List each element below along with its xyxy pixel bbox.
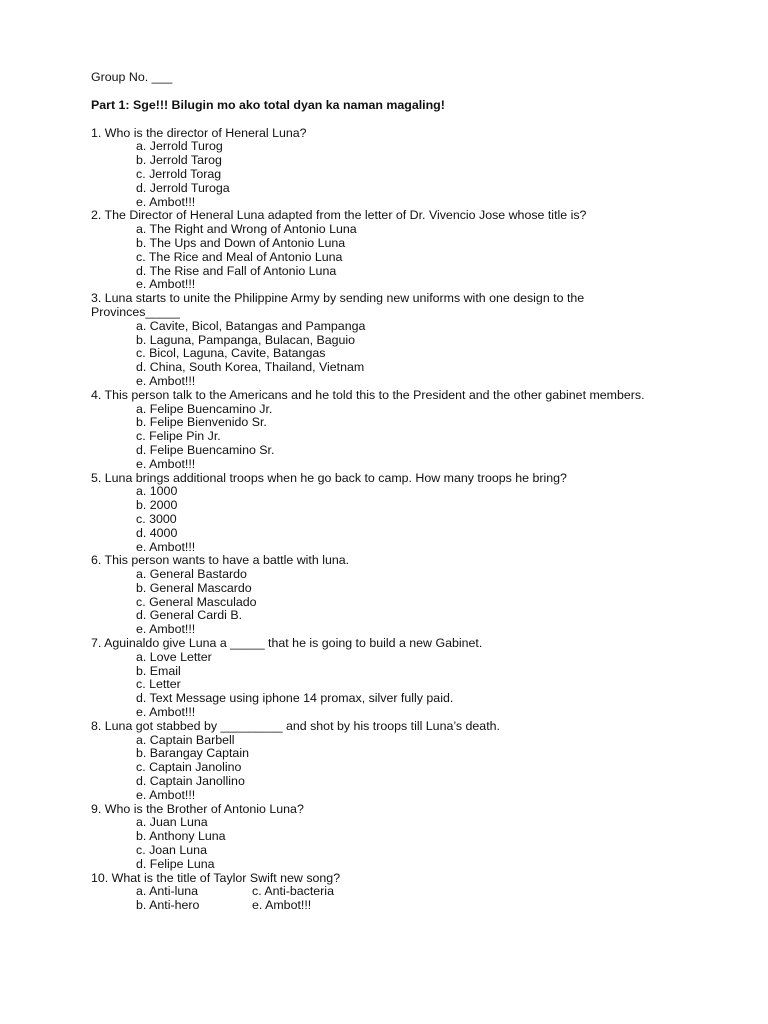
choice: b. Laguna, Pampanga, Bulacan, Baguio	[136, 332, 356, 347]
question-text: 5. Luna brings additional troops when he go back to camp. How many troops he bring?	[91, 470, 567, 485]
choice: b. The Ups and Down of Antonio Luna	[136, 235, 346, 250]
choice: a. 1000	[136, 484, 178, 499]
choice: b. General Mascardo	[136, 580, 252, 595]
choice: a. Love Letter	[136, 649, 212, 664]
question-6	[91, 554, 691, 637]
choice: d. The Rise and Fall of Antonio Luna	[136, 263, 337, 278]
choice: b. Jerrold Tarog	[136, 153, 222, 168]
choice: a. Captain Barbell	[136, 732, 235, 747]
question-text: 9. Who is the Brother of Antonio Luna?	[91, 801, 304, 816]
choice: a. Felipe Buencamino Jr.	[136, 401, 273, 416]
question-5	[91, 472, 691, 555]
question-text: 1. Who is the director of Heneral Luna?	[91, 125, 307, 140]
choice-row	[91, 899, 691, 913]
choice: d. Captain Janollino	[136, 774, 245, 789]
choice: e. Ambot!!!	[136, 456, 196, 471]
choice: d. Felipe Buencamino Sr.	[136, 442, 275, 457]
choice: b. Email	[136, 663, 181, 678]
choice: b. 2000	[136, 498, 178, 513]
choice-row	[91, 885, 691, 899]
choice: c. Bicol, Laguna, Cavite, Batangas	[136, 346, 326, 361]
choice: a. Anti-luna	[136, 884, 198, 899]
question-text: 6. This person wants to have a battle with luna.	[91, 553, 350, 568]
question-10	[91, 872, 691, 913]
choice: e. Ambot!!!	[136, 194, 196, 209]
choice: d. 4000	[136, 525, 178, 540]
choice: e. Ambot!!!	[252, 898, 312, 913]
choice: c. Captain Janolino	[136, 760, 242, 775]
choice: b. Anthony Luna	[136, 829, 226, 844]
choice: e. Ambot!!!	[136, 539, 196, 554]
question-8	[91, 720, 691, 803]
choice: d. Jerrold Turoga	[136, 180, 230, 195]
quiz-document	[91, 71, 691, 913]
choice: c. The Rice and Meal of Antonio Luna	[136, 249, 343, 264]
choice: d. Felipe Luna	[136, 856, 215, 871]
choice: c. 3000	[136, 511, 177, 526]
question-2	[91, 209, 691, 292]
choice: d. Text Message using iphone 14 promax, silver fully paid.	[136, 691, 454, 706]
choice: a. The Right and Wrong of Antonio Luna	[136, 222, 357, 237]
choice: b. Barangay Captain	[136, 746, 249, 761]
choice: c. Joan Luna	[136, 843, 207, 858]
choice: a. General Bastardo	[136, 567, 247, 582]
choice: b. Felipe Bienvenido Sr.	[136, 415, 267, 430]
question-text: 2. The Director of Heneral Luna adapted from the letter of Dr. Vivencio Jose whose title is?	[91, 208, 587, 223]
choice: c. Anti-bacteria	[252, 884, 334, 899]
question-text: 8. Luna got stabbed by _________ and shot by his troops till Luna’s death.	[91, 718, 500, 733]
question-7	[91, 637, 691, 720]
choice: e. Ambot!!!	[136, 622, 196, 637]
question-text: 7. Aguinaldo give Luna a _____ that he is going to build a new Gabinet.	[91, 636, 483, 651]
question-4	[91, 389, 691, 472]
choice: c. Letter	[136, 677, 181, 692]
question-list	[91, 127, 691, 872]
choice: d. General Cardi B.	[136, 608, 243, 623]
question-3	[91, 292, 691, 389]
choice: c. General Masculado	[136, 594, 257, 609]
question-text: 10. What is the title of Taylor Swift new song?	[91, 870, 341, 885]
choice: e. Ambot!!!	[136, 705, 196, 720]
choice: a. Cavite, Bicol, Batangas and Pampanga	[136, 318, 366, 333]
choice: d. China, South Korea, Thailand, Vietnam	[136, 360, 365, 375]
choice: c. Felipe Pin Jr.	[136, 429, 221, 444]
choice: a. Juan Luna	[136, 815, 208, 830]
choice: a. Jerrold Turog	[136, 139, 223, 154]
choice: c. Jerrold Torag	[136, 166, 222, 181]
group-number-line: Group No. ___	[91, 70, 173, 84]
question-text: 4. This person talk to the Americans and he told this to the President and the other gabinet members.	[91, 387, 645, 402]
choice: e. Ambot!!!	[136, 277, 196, 292]
choice: e. Ambot!!!	[136, 373, 196, 388]
question-9	[91, 803, 691, 872]
question-1	[91, 127, 691, 210]
choice: b. Anti-hero	[136, 898, 200, 913]
choice: e. Ambot!!!	[136, 787, 196, 802]
question-text: 3. Luna starts to unite the Philippine Army by sending new uniforms with one design to the Provinces_____	[91, 291, 585, 319]
part-title: Part 1: Sge!!! Bilugin mo ako total dyan ka naman magaling!	[91, 97, 445, 112]
